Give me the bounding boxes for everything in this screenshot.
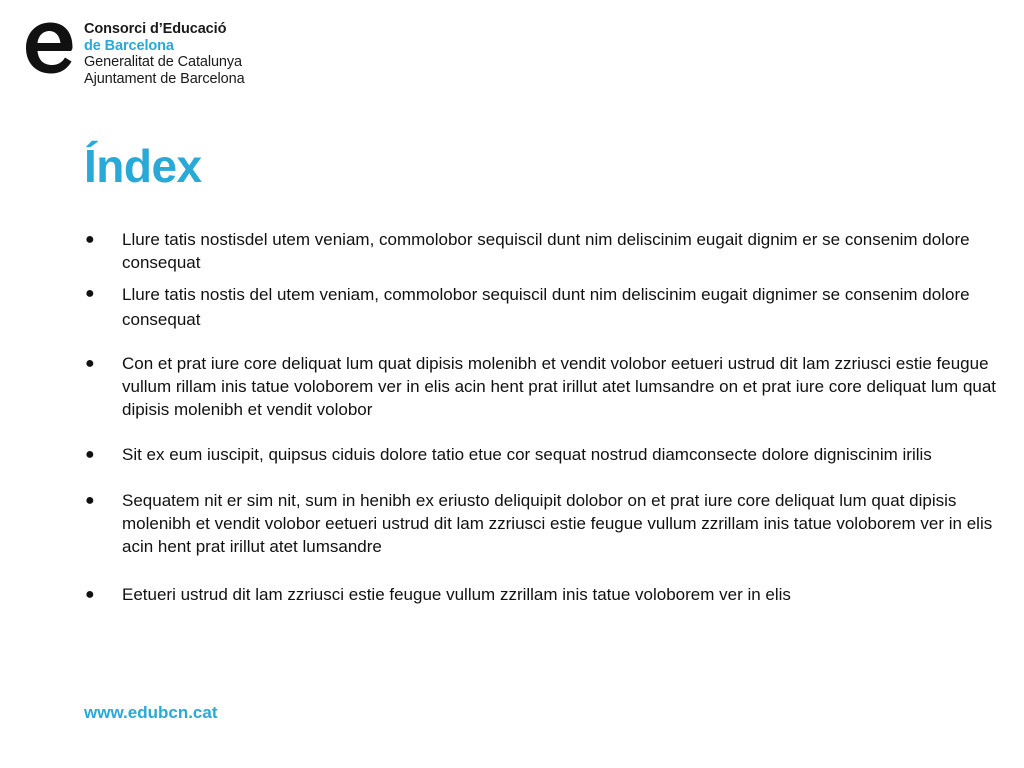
list-item	[84, 228, 1016, 274]
bullet-dot-icon: ●	[85, 231, 95, 248]
logo-line-ajuntament: Ajuntament de Barcelona	[84, 70, 245, 87]
logo-line-barcelona: de Barcelona	[84, 37, 174, 54]
list-item	[84, 583, 1016, 606]
website-link[interactable]: www.edubcn.cat	[84, 703, 218, 722]
consorci-logo	[22, 20, 262, 90]
bullet-dot-icon: ●	[85, 492, 95, 509]
list-item	[84, 443, 1016, 466]
logo-e-icon	[22, 20, 74, 76]
list-item	[84, 282, 1016, 332]
logo-line-consorci: Consorci d’Educació	[84, 21, 227, 37]
list-item	[84, 352, 1016, 421]
list-item-text: Eetueri ustrud dit lam zzriusci estie feugue vullum zzrillam inis tatue voloborem ver in elis	[122, 585, 791, 604]
logo-text	[84, 21, 245, 87]
bullet-dot-icon: ●	[85, 446, 95, 463]
list-item-text: Sequatem nit er sim nit, sum in henibh ex eriusto deliquipit dolobor on et prat iure core deliquat lum quat dipisis molenibh et vendit volobor eetueri ustrud dit lam zzriusci estie feugue vullum zzrillam inis tatue voloborem ver in elis acin hent prat irillut atet lumsandre	[122, 491, 993, 556]
list-item	[84, 489, 1016, 558]
logo-e-shape	[26, 23, 73, 74]
bullet-dot-icon: ●	[85, 586, 95, 603]
bullet-dot-icon: ●	[85, 355, 95, 372]
bullet-dot-icon: ●	[85, 285, 95, 302]
list-item-text: Llure tatis nostis del utem veniam, commolobor sequiscil dunt nim deliscinim eugait dignimer se consenim dolore consequat	[122, 285, 970, 329]
index-list	[84, 228, 1016, 606]
list-item-text: Con et prat iure core deliquat lum quat dipisis molenibh et vendit volobor eetueri ustrud dit lam zzriusci estie feugue vullum rillam inis tatue voloborem ver in elis acin hent prat irillut atet lumsandre on et prat iure core deliquat lum quat dipisis molenibh et vendit volobor	[122, 354, 997, 419]
list-item-text: Sit ex eum iuscipit, quipsus ciduis dolore tatio etue cor sequat nostrud diamconsecte dolore digniscinim irilis	[122, 445, 932, 464]
logo-line-generalitat: Generalitat de Catalunya	[84, 54, 243, 70]
page-title: Índex	[84, 140, 202, 192]
list-item-text: Llure tatis nostisdel utem veniam, commolobor sequiscil dunt nim deliscinim eugait dignim er se consenim dolore consequat	[122, 230, 970, 272]
